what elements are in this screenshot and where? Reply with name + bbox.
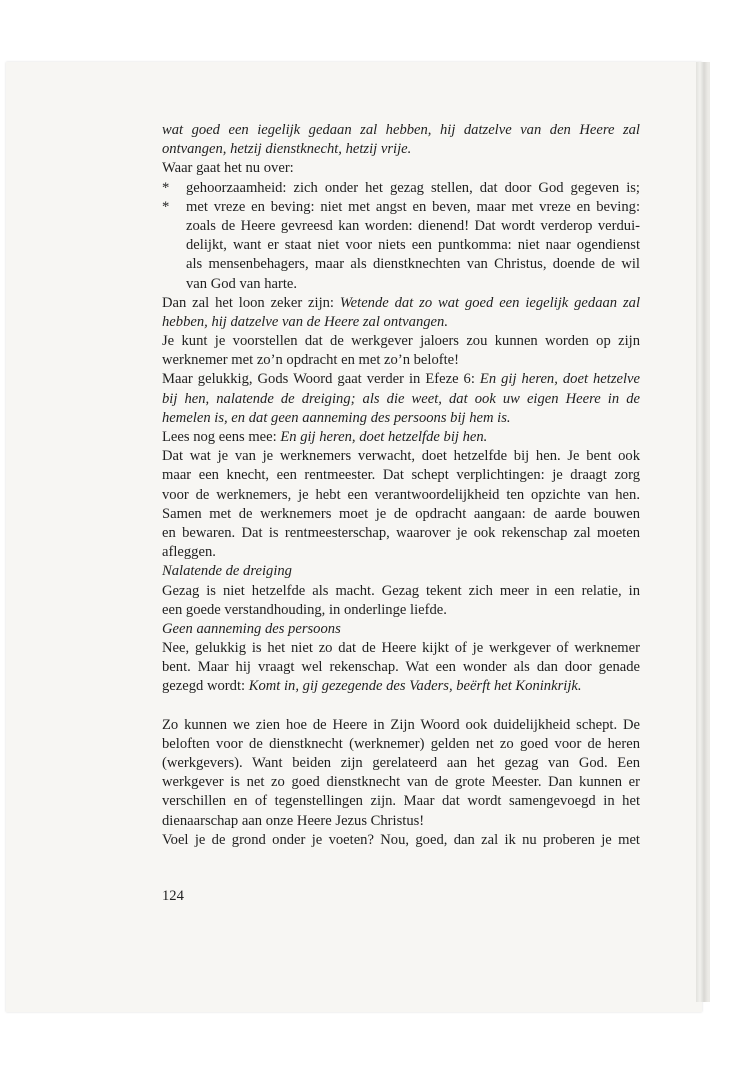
text-span: een goede verstandhouding, in onderlinge liefde.: [162, 601, 447, 618]
bullet-marker: *: [162, 198, 170, 215]
text-line: [162, 390, 640, 409]
text-line: [162, 620, 640, 639]
italic-span: Nalatende de dreiging: [162, 563, 292, 580]
italic-span: hebben, hij datzelve van de Heere zal ontvangen.: [162, 313, 448, 330]
text-line: [162, 812, 640, 831]
text-line: [162, 601, 640, 620]
text-span: Voel je de grond onder je voeten? Nou, goed, dan zal ik nu proberen je met: [162, 831, 640, 848]
bullet-line: [162, 179, 640, 198]
text-span: Maar gelukkig, Gods Woord gaat verder in Efeze 6:: [162, 371, 480, 388]
text-span: werknemer met zo’n opdracht en met zo’n belofte!: [162, 352, 460, 369]
paragraph-gap: [162, 697, 640, 716]
text-span: en bewaren. Dat is rentmeesterschap, waarover je ook rekenschap zal moeten: [162, 524, 640, 541]
page-edge: [696, 62, 710, 1002]
italic-span: wat goed een iegelijk gedaan zal hebben, hij datzelve van den Heere zal: [162, 122, 640, 138]
text-line: [162, 792, 640, 811]
text-line: [162, 447, 640, 466]
text-line: [162, 370, 640, 389]
text-line: [162, 543, 640, 562]
text-span: Lees nog eens mee:: [162, 429, 281, 445]
text-line: [162, 486, 640, 505]
text-span: Dan zal het loon zeker zijn:: [162, 294, 340, 311]
text-span: verschillen en of tegenstellingen zijn. Maar dat wordt samengevoegd in het: [162, 793, 640, 810]
text-span: (werkgevers). Want beiden zijn gerelateerd aan het gezag van God. Een: [162, 755, 640, 771]
text-line: [162, 658, 640, 677]
italic-span: Wetende dat zo wat goed een iegelijk gedaan zal: [339, 294, 640, 311]
italic-span: En gij heren, doet hetzelfde bij hen.: [280, 429, 488, 445]
italic-span: ontvangen, hetzij dienstknecht, hetzij vrije.: [162, 141, 412, 158]
text-span: als mensenbehagers, maar als dienstknechten van Christus, doende de wil: [186, 256, 640, 273]
text-line: [162, 140, 640, 159]
text-span: voor de werknemers, je hebt een verantwoordelijkheid ten opzichte van hen.: [162, 486, 640, 503]
text-span: werkgever is net zo goed dienstknecht van de grote Meester. Dan kunnen er: [162, 774, 640, 791]
text-line: [162, 332, 640, 351]
text-line: [162, 754, 640, 773]
text-line: [162, 831, 640, 850]
text-span: Nee, gelukkig is het niet zo dat de Heere kijkt of je werkgever of werknemer: [162, 640, 640, 657]
text-line: [162, 428, 640, 447]
bullet-line: [162, 198, 640, 217]
text-line: [162, 121, 640, 140]
text-span: beloften voor de dienstknecht (werknemer) gelden net zo goed voor de heren: [162, 735, 640, 752]
text-line: [162, 236, 640, 255]
text-span: maar een knecht, een rentmeester. Dat schept verplichtingen: je draagt zorg: [162, 467, 640, 484]
text-line: [162, 716, 640, 735]
text-span: afleggen.: [162, 544, 216, 561]
text-span: zoals de Heere gevreesd kan worden: dienend! Dat wordt verderop verdui-: [186, 217, 640, 234]
text-span: bent. Maar hij vraagt wel rekenschap. Wat een wonder als dan door genade: [162, 659, 640, 676]
italic-span: Komt in, gij gezegende des Vaders, beërft het Koninkrijk.: [248, 678, 582, 695]
italic-span: hemelen is, en dat geen aanneming des persoons bij hem is.: [162, 409, 511, 426]
text-line: [162, 677, 640, 696]
text-line: [162, 351, 640, 370]
bullet-marker: *: [162, 179, 170, 196]
text-line: [162, 639, 640, 658]
italic-span: Geen aanneming des persoons: [162, 620, 341, 637]
text-line: [162, 466, 640, 485]
text-line: [162, 582, 640, 601]
page-number: 124: [162, 888, 184, 904]
text-span: dienaarschap aan onze Heere Jezus Christus!: [162, 812, 425, 829]
text-line: [162, 773, 640, 792]
italic-span: bij hen, nalatende de dreiging; als die weet, dat ook uw eigen Heere in de: [162, 390, 640, 407]
text-span: gezegd wordt:: [162, 678, 249, 695]
text-line: [162, 159, 640, 178]
text-line: [162, 524, 640, 543]
text-line: [162, 505, 640, 524]
text-span: gehoorzaamheid: zich onder het gezag stellen, dat door God gegeven is;: [186, 179, 640, 196]
text-line: [162, 562, 640, 581]
text-line: [162, 313, 640, 332]
text-line: [162, 735, 640, 754]
text-span: Zo kunnen we zien hoe de Heere in Zijn Woord ook duidelijkheid schept. De: [162, 716, 640, 733]
text-span: met vreze en beving: niet met angst en beven, maar met vreze en beving:: [186, 198, 640, 215]
text-line: [162, 217, 640, 236]
text-span: Samen met de werknemers moet je de opdracht aangaan: de aarde bouwen: [162, 505, 640, 522]
text-span: van God van harte.: [186, 275, 298, 292]
italic-span: En gij heren, doet hetzelve: [479, 371, 641, 388]
text-span: Je kunt je voorstellen dat de werkgever jaloers zou kunnen worden op zijn: [162, 333, 640, 350]
body-text: [162, 121, 640, 850]
text-line: [162, 275, 640, 294]
text-line: [162, 409, 640, 428]
text-line: [162, 294, 640, 313]
text-line: [162, 255, 640, 274]
text-span: Waar gaat het nu over:: [162, 160, 294, 177]
text-span: delijkt, want er staat niet voor niets een puntkomma: niet naar ogendienst: [186, 237, 640, 254]
text-span: Gezag is niet hetzelfde als macht. Gezag tekent zich meer in een relatie, in: [162, 582, 640, 599]
text-span: Dat wat je van je werknemers verwacht, doet hetzelfde bij hen. Je bent ook: [162, 448, 640, 465]
